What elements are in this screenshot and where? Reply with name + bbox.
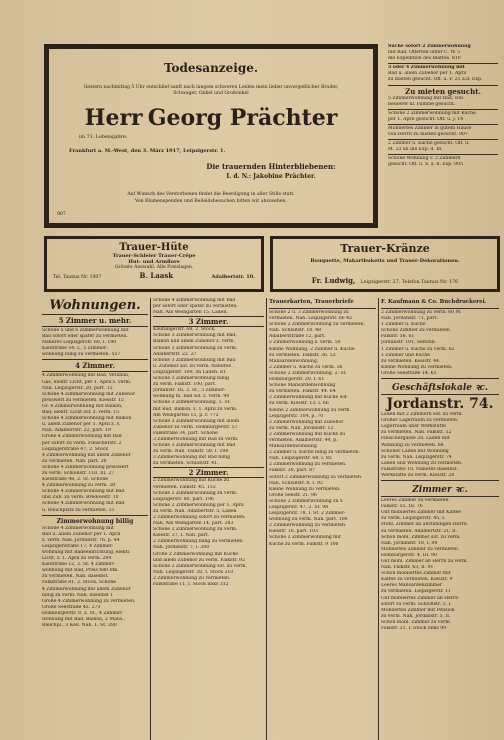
ad-line: Falkstraße 11, I. Stock links 312 bbox=[153, 582, 229, 588]
ad-line: vermieten. Falkstr. 45. 153 bbox=[153, 484, 216, 490]
ad-line: zu vermieten. Näh. daselbst. bbox=[42, 574, 109, 580]
ad-line: zu verm. Näh. Jordanstr. 5, II. bbox=[381, 613, 451, 619]
ad-line: Wohnung zu vermieten. 68 bbox=[381, 442, 444, 448]
ad-line: 2 Zimmerwohnung mit Küche zu bbox=[269, 431, 346, 437]
ad-line: Leipzigerstraße 17, 4 Zimmer- bbox=[42, 543, 114, 549]
ad-line: vermieten. Adalbertstr. 44, p. bbox=[269, 437, 338, 443]
ad-line: Laden mit 2 Zimmern sof. zu verm. bbox=[381, 412, 463, 418]
ad-line: Schöne 2 Zimmerwohnung sof. zu verm. bbox=[153, 563, 247, 569]
column-wohnungen bbox=[42, 298, 148, 738]
ad-line: zu mieten gesucht. Off. u. F. 21 a.d. Exp. bbox=[388, 77, 483, 83]
ad-line: M. 33 an die Exp. d. Bl. bbox=[388, 147, 443, 153]
ad-line: Bad u. allem Zubehör per 1. April bbox=[42, 531, 121, 537]
ad-line: Großer Lagerraum zu vermieten. bbox=[381, 418, 459, 424]
huete-bottom bbox=[53, 271, 255, 280]
kraenze-bottom bbox=[279, 268, 491, 287]
ad-line: Am Weingarten 15, p. r. 772 bbox=[153, 412, 219, 418]
age-text: im 71. Lebensjahre. bbox=[79, 135, 128, 140]
ad-line: Schöne Zimmer zu vermieten. bbox=[381, 328, 452, 334]
ad-line: Bad, elektr. Licht sof. z. verm. 15 bbox=[42, 410, 120, 416]
ad-line: Leipzigerstraße 47, 2. Stock bbox=[42, 446, 109, 452]
ad-line: zu vermieten. Adalbertstr. 21, II. bbox=[381, 528, 458, 534]
death-notice-intro: Gestern nachmittag 5 Uhr entschlief sanft nach langem schweren Leiden mein lieber unvergeßlicher Bruder, Schwager, Onkel und Großonkel bbox=[83, 85, 339, 96]
huete-line-1: Trauer-Schleier Trauer-Crêpe bbox=[112, 253, 196, 259]
ad-line: Große 4 Zimmerwohnung mit Bad bbox=[42, 434, 122, 440]
section-sub: 5 Zimmer u. mehr. bbox=[58, 316, 132, 325]
ad-line: Bad sofort oder später zu vermieten. bbox=[42, 334, 128, 340]
ad-line: Schöne 2 Zimmerwohnung zu verm. bbox=[153, 527, 238, 533]
ad-line: 2 Zimmerwohnung z. verm. 50 bbox=[269, 340, 341, 346]
ad-line: wohnung zu verm. Näh. part. 100 bbox=[269, 517, 348, 523]
ad-line: Schöne 3 Zimmerwohnung mit Bad bbox=[153, 443, 236, 449]
ad-line: Leeres Zimmer zu vermieten. bbox=[381, 498, 450, 504]
column-2 bbox=[153, 298, 264, 738]
ad-line: 3 Zimmer. bbox=[153, 316, 264, 327]
column-rule bbox=[266, 298, 267, 740]
ad-line: 2 Zimmerwohnung mit Küche zu bbox=[153, 478, 230, 484]
huete-line-2: Hut- und Armflore bbox=[128, 259, 180, 265]
ad-line: Leipzigerstr. 104, p. 70 bbox=[269, 413, 324, 419]
ad-line: Kaufungerstr. 68, 2. Stock, bbox=[153, 327, 216, 333]
ad-line: Große Seestraße 42. 273 bbox=[42, 604, 101, 610]
ad-line: Mansardenwohnung bbox=[269, 444, 317, 450]
ad-line: die Expedition des Blattes. 810 bbox=[388, 56, 461, 62]
ad-line: besserer kl. Familie gesucht. bbox=[388, 101, 456, 107]
ad-line: Kiesstraße 48, 2. St. Schöne bbox=[42, 477, 109, 483]
ad-line: Kleine Wohnung zu vermieten. bbox=[269, 486, 341, 492]
ad-line: Falkstraße 34, part. Schöne bbox=[153, 430, 218, 436]
ad-line: 1 Zimmer u. Küche bbox=[381, 322, 426, 328]
ad-line: Sofort 2 Zimmerwohnung zu vermieten. bbox=[269, 474, 363, 480]
ad-line: wohnung mit Bad, Preis 680 Mk. bbox=[42, 568, 119, 574]
name-prefix: Herr bbox=[84, 105, 143, 131]
ad-line: zu verm. Leipzigerstr. 45, I. bbox=[381, 516, 446, 522]
ad-line: Näh. Jordanstr. 71, part. bbox=[381, 316, 438, 322]
ad-line: Schöne 2 Zimmerwohnung per 1. April bbox=[153, 502, 244, 508]
ad-line: z. verm. Näh. Jordanstr. 76, p. 44 bbox=[42, 537, 120, 543]
mourners-title: Die trauernden Hinterbliebenen: bbox=[206, 162, 336, 171]
ad-line: Näh. Jordanstr. 7, I. 300 bbox=[153, 545, 210, 551]
ad-line: 3 Zimmerwohnung mit Bad zu verm. bbox=[153, 436, 239, 442]
ad-line: 2 Zimmerwohnung zu vermieten. bbox=[269, 462, 347, 468]
ad-line: Mansardenwohnung, bbox=[269, 358, 319, 364]
ad-line: Laden und Wohnung zu vermieten. bbox=[381, 460, 463, 466]
ad-line: Näh. Am Weingarten 15, Laden. bbox=[153, 310, 228, 316]
ad-line: Kiesstraße 54. I., 5 Zimmer- bbox=[42, 346, 108, 352]
ad-line: 5 Zimmerwohnung mit Bad, von bbox=[388, 95, 464, 101]
ad-line: 2 Zimmerwohnung zu vermieten. bbox=[153, 575, 231, 581]
ad-line: Näh. Falkstr. 63, II. 91 bbox=[381, 565, 434, 571]
deceased-name bbox=[59, 105, 363, 131]
trauer-huete-ad bbox=[44, 236, 264, 292]
ad-line: 2 Zimmerwohnung mit Küche sof. bbox=[269, 395, 348, 401]
ad-line: Leipzigerstr. 47, 2. St. 98 bbox=[269, 505, 329, 510]
ad-line: Näh. Am Weingarten 14, part. 283 bbox=[153, 521, 234, 527]
ad-line: zu verm. Kiesstr. 13, I. 66 bbox=[269, 401, 329, 407]
ad-line: billig zu verm. Näh. daselbst 1 bbox=[42, 592, 114, 598]
zimmer-title: Zimmer ꝛc. bbox=[412, 485, 468, 496]
ad-line: Kiesstraße 12, 2. St. 4 Zimmer- bbox=[42, 562, 116, 568]
ad-line: Kleine Wohnung, 2 Zimmer u. Küche bbox=[269, 346, 355, 352]
ad-line: Homburgerstr. 9, 2. St., 4 Zimmer- bbox=[42, 610, 124, 616]
ad-line: sofort zu verm. Schloßstr. 3, I. bbox=[381, 601, 452, 607]
ad-line: 2 Zimmerwohnung billig zu vermieten. bbox=[153, 539, 244, 545]
ad-line: Küche zu verm. Falkstr. 9 106 bbox=[269, 541, 339, 547]
ad-line: Balkon und allem Zubehör z. verm. bbox=[153, 339, 235, 345]
mourners-name: I. d. N.: Jakobine Prächter. bbox=[226, 173, 316, 180]
ad-line: Licht, z. 1. April zu verm. 284 bbox=[42, 556, 112, 562]
ad-line: Schöne 3 Zimmerwohnung mit Bad, bbox=[153, 333, 237, 339]
ad-line: Schöne 3 Zimmerwohnung, 1. St. bbox=[153, 400, 231, 406]
ad-line: u. Bleichplatz zu vermieten. 31 bbox=[42, 507, 115, 513]
ad-line: Näh. Schloßstr. 10. 48 bbox=[269, 328, 322, 334]
ad-line: Kleine Wohnung zu vermieten. bbox=[381, 364, 453, 370]
ad-heading: Zu mieten gesucht. bbox=[405, 86, 481, 96]
ad-line: und Zub. zu verm. Bredowstr. 10 bbox=[42, 495, 119, 501]
ad-line: Schön möbl. Zimmer sof. zu verm. bbox=[381, 534, 461, 540]
huete-title: Trauer-Hüte bbox=[119, 242, 189, 253]
ad-line: Homburgerstr. 20, I. 61 bbox=[269, 377, 325, 383]
ad-line: Näheres Leipzigerstr. 66, I. 190 bbox=[42, 340, 117, 346]
ad-line: zu verm. Näh. Jordanstr. 12 bbox=[269, 425, 334, 431]
ad-line: Näh. Schloßstr. 8, I. 92 bbox=[269, 480, 323, 486]
ad-line: Schöne 5 und 6 Zimmerwohnung mit bbox=[42, 328, 129, 333]
ad-line: 2 Zimmerwohnung zu verm. 60 M. bbox=[381, 310, 462, 315]
ad-line: Schön möbliertes Zimmer mit bbox=[381, 571, 451, 577]
kraenze-address: Leipzigerstr. 27, Telefon Taunus Nr. 176 bbox=[360, 280, 459, 285]
ad-line: Gr. 4 Zimmerwohnung mit Balkon, bbox=[42, 403, 123, 409]
ad-line: Näh. Jordanstr. 18, I. 88 bbox=[381, 540, 438, 546]
notice-code: 907 bbox=[57, 212, 66, 217]
ad-line: Große 2 Zimmerwohnung mit Küche bbox=[153, 551, 239, 557]
name-text: Georg Prächter bbox=[147, 105, 338, 131]
ad-line: Falkstr. 55, III. 76 bbox=[381, 504, 423, 510]
ad-line: Gas, elektr. Licht, per 1. April z. verm. bbox=[42, 379, 132, 385]
ad-line: Fleischergasse 28, Laden mit bbox=[381, 436, 450, 442]
ad-line: Bleichpl., 3 Kell. Näh. 1. St. 280 bbox=[42, 623, 117, 629]
section-title: Wohnungen. bbox=[49, 298, 141, 313]
ad-line: Falkstraße 18, Näheres daselbst. bbox=[381, 466, 459, 472]
ad-line: Falkstr. 58. 61 bbox=[381, 334, 415, 340]
kraenze-firm: Fr. Ludwig, bbox=[311, 276, 356, 285]
kraenze-line-1: Bouquette, Makartbuketts und Trauer-Dekorationen. bbox=[310, 258, 460, 264]
ad-line: Möbliertes Zimmer zu vermieten. bbox=[381, 546, 460, 552]
ad-line: Näh. Leipzigerstr. 20, I. Stock 310 bbox=[153, 569, 234, 575]
ad-line: zu vermieten. Falkstr. 36. 52 bbox=[269, 352, 336, 358]
huete-address: Adalbertstr. 10. bbox=[211, 274, 255, 280]
ad-line: zu vermieten. Schloßstr. 41. bbox=[153, 461, 219, 467]
ad-line: Schön möbl. Zimmer zu verm. bbox=[381, 619, 452, 625]
ad-line: Schöne 4 Zimmerwohnung preiswert bbox=[42, 464, 129, 470]
ad-line: 4 Zimmerwohnung mit allem Zubehör bbox=[42, 586, 131, 592]
ad-line: 4 Zimmerwohnung mit allem Zubehör bbox=[42, 452, 131, 458]
ad-line: Adalbertstraße 12, part. bbox=[269, 334, 326, 340]
ad-line: per sofort oder später zu vermieten. bbox=[153, 304, 238, 310]
ad-line: Schöne 2 Zimmerwohnung, 2. St. bbox=[269, 370, 347, 376]
ad-line: zu vermieten. Leipzigerstr. 11 bbox=[381, 589, 451, 595]
column-4 bbox=[381, 298, 499, 738]
ad-line: Schöne 4 Zimmerwohnung mit Bad bbox=[153, 298, 236, 303]
ad-line: Schöne Mansardenwohnung bbox=[269, 383, 336, 389]
ad-line: zu verm. Falkstr. 100, part. bbox=[153, 382, 217, 388]
ad-line: Kiesstr. 37, I. Näh. part. bbox=[153, 533, 210, 539]
geschaeft-title: Geschäftslokale ꝛc. bbox=[391, 383, 489, 394]
ad-line: Schöner Laden mit Wohnung bbox=[381, 448, 449, 454]
ad-line: Möbliertes Zimmer in gutem Hause bbox=[388, 125, 472, 131]
ad-line: Näh. Leipzigerstr. 64, I. 85 bbox=[269, 456, 332, 462]
ad-line: Adalbertstr. 22. 27 bbox=[153, 351, 197, 357]
ad-line: u. allem Zubehör per 1. April z. v. bbox=[42, 422, 121, 428]
ad-line: Bad u. allem Zubehör per 1. April bbox=[388, 71, 467, 77]
column-rule bbox=[150, 298, 151, 740]
ad-line: Leeres Mansardenzimmer bbox=[381, 583, 443, 589]
ad-line: 2 Zimmerwohnung zu vermieten. bbox=[269, 523, 347, 529]
ad-line: wohnung billig zu vermieten. 557 bbox=[42, 352, 121, 358]
right-top-ads bbox=[388, 44, 498, 254]
ad-line: zu vermieten. Falkstr. 44. 64 bbox=[269, 389, 336, 395]
ad-line: Homburgerstr. 4, III. 90 bbox=[381, 552, 437, 558]
ad-line: Schöne 4 Zimmerwohnung mit Bad bbox=[42, 501, 125, 507]
ad-line: Schöne 4 Zimmerwohnung mit Zubehör bbox=[42, 391, 136, 397]
trauer-kraenze-ad bbox=[270, 236, 500, 292]
ad-line: Schöne 3 Zimmerwohnung zu verm. bbox=[153, 345, 238, 351]
ad-line: Schöne 2 Zimmerwohnung zu v. bbox=[269, 498, 344, 504]
ad-line: Große Seestraße 14. 65 bbox=[381, 370, 437, 376]
ad-line: Falkstr. 30, part. 87 bbox=[269, 468, 315, 474]
ad-line: Schöne 4 Zimmerwohnung mit Bad bbox=[42, 489, 125, 495]
ad-line: 2 Zimmerwohnung mit Zubehör bbox=[269, 419, 344, 425]
ad-line: Möbl. Zimmer an anständigen Herrn bbox=[381, 522, 467, 528]
ad-line: Schöne 4 Zimmerwohnung mit Balkon bbox=[42, 416, 132, 422]
ad-line: zu vermieten. Näh. Falkstr. 12 bbox=[381, 430, 452, 436]
ad-line: Große 4 Zimmerwohnung zu vermieten. bbox=[42, 598, 136, 604]
ad-line: zu verm. Näh. Leipzigerstr. 74 bbox=[381, 454, 452, 460]
ad-line: Große Seestr. 21. 96 bbox=[269, 492, 317, 498]
ad-line: 3 oder 4 Zimmerwohnung mit bbox=[388, 65, 465, 71]
ad-line: Gut möbliertes Zimmer mit Kaffee bbox=[381, 510, 461, 516]
column-3 bbox=[269, 298, 376, 738]
ad-line: 2 Zimmer. bbox=[153, 467, 264, 478]
ad-line: Schöne 2 Zimmerwohnung zu vermieten. bbox=[269, 322, 366, 328]
column-header: Trauerkarten, Trauerbriefe bbox=[269, 299, 354, 305]
ad-line: wohnung m. Bad sof. z. verm. 90 bbox=[153, 394, 230, 400]
ad-line: Schöne 2 Zimmerwohnung mit Küche bbox=[388, 110, 476, 116]
note-2: Von Blumenspenden und Beileidsbesuchen bitten wir abzusehen. bbox=[135, 199, 287, 204]
ad-line: Schöne 3 Zimmerwohnung billig bbox=[153, 376, 229, 382]
ad-line: Schöne 2 Zimmerwohnung zu verm. bbox=[153, 490, 238, 496]
ad-line: Leipzigerstr. 78, I. St. 2 Zimmer- bbox=[269, 511, 346, 517]
ad-line: Gut möbliertes Zimmer an Herrn bbox=[381, 595, 459, 601]
ad-line: von Herrn zu mieten gesucht. 907 bbox=[388, 132, 468, 138]
ad-line: 2 Zimmer u. Küche gesucht, Off. u. bbox=[388, 141, 470, 147]
ad-line: 2 Zimmer u. Küche billig zu vermieten. bbox=[269, 450, 361, 456]
ad-line: Schöne 4 Zimmerwohnung mit bbox=[42, 525, 114, 531]
death-notice-title: Todesanzeige. bbox=[163, 61, 259, 75]
huete-phone: Tel. Taunus Nr. 1907 bbox=[53, 275, 102, 280]
ad-line: preiswert zu vermieten. Kiesstr. 15 bbox=[42, 397, 124, 403]
ad-line: Gut möbl. Zimmer an Herrn zu verm. bbox=[381, 559, 468, 564]
ad-line: zu verm. Schloßstr. 110, III. 27 bbox=[42, 470, 115, 476]
death-notice bbox=[44, 44, 378, 228]
huete-firm: B. Laask bbox=[139, 271, 174, 280]
ad-line: und allem Zubehör zu verm. Falkstr. 92 bbox=[153, 557, 245, 563]
section-sub: Zimmerwohnung billig bbox=[56, 517, 134, 525]
ad-line: Schöne 3 Zimmerwohnung mit Bad bbox=[153, 357, 236, 363]
ad-line: per sofort zu verm. Fleischerstr. 2 bbox=[42, 440, 122, 446]
ad-line: wohnung mit Bad, Balkon, 2 Mans., bbox=[42, 617, 126, 623]
ad-line: Schöne 2 u. 3 Zimmerwohnung zu bbox=[269, 310, 349, 315]
ad-line: Leipzigerstr. 109, im Laden. 81 bbox=[153, 369, 226, 375]
ad-line: Zubehör zu verm. Homburgerstr. 57 bbox=[153, 424, 238, 430]
ad-line: Lagerraum über Werkstätte bbox=[381, 424, 447, 430]
ad-line: mit Bad. Offerten unter C. W. 5 bbox=[388, 50, 461, 56]
ad-line: vermieten. Näh. Leipzigerstr. 66 42 bbox=[269, 316, 353, 322]
ad-line: 2 Zimmer u. Küche zu verm. 56 bbox=[269, 364, 343, 370]
ad-line: Näh. Leipzigerstr. 20, part. 12 bbox=[42, 385, 113, 391]
ad-line: Werkstätte zu verm. Kiesstr. 28 bbox=[381, 472, 455, 478]
ad-line: Jordanstr. 101, Seitenb. bbox=[381, 340, 437, 346]
ad-line: 1 Zimmer und Küche bbox=[381, 352, 430, 358]
ad-line: u. Zubehör sof. zu verm. Näheres bbox=[153, 363, 231, 369]
column-header: F. Kaufmann & Co. Buchdruckerei. bbox=[381, 299, 487, 305]
ad-line: Suche sofort 2 Zimmerwohnung bbox=[388, 44, 471, 49]
section-sub: 4 Zimmer. bbox=[75, 361, 115, 371]
ad-line: wohnung mit Badeeinrichtung, elektr. bbox=[42, 550, 131, 555]
ad-line: Näh. Adalbertstr. 22, part. 19 bbox=[42, 428, 111, 434]
huete-line-3: Grösste Auswahl. Alle Preislagen. bbox=[114, 265, 194, 270]
ad-line: 3 Zimmerwohnung mit Bad billig bbox=[153, 455, 231, 461]
ad-line: Schöne 3 Zimmerwohnung mit allem bbox=[153, 418, 240, 424]
ad-line: mit Bad, Balkon, z. 1. April zu verm. bbox=[153, 406, 238, 412]
ad-line: 4 Zimmerwohnung zu verm. 28 bbox=[42, 483, 116, 489]
ad-line: Kaffee zu vermieten. Kiesstr. 9 bbox=[381, 577, 453, 583]
column-rule bbox=[378, 298, 379, 740]
jordan-heading: Jordanstr. 74. bbox=[386, 396, 494, 413]
city-date: Frankfurt a. M.-West, den 3. März 1917, Leipzigerstr. 1. bbox=[69, 148, 226, 154]
ad-line: zu vermieten. Kiesstr. 44. bbox=[381, 358, 441, 364]
ad-line: Jordanstr. 16, 3. St., 3 Zimmer- bbox=[153, 388, 226, 394]
note-1: Auf Wunsch des Verstorbenen findet die Beerdigung in aller Stille statt. bbox=[127, 192, 295, 197]
ad-line: zu verm. Näh. Falkstr. 58, I. 104 bbox=[153, 449, 229, 455]
ad-line: Kleine 2 Zimmerwohnung zu verm. bbox=[269, 407, 351, 413]
ad-line: Kiesstr. 16, part. 103 bbox=[269, 529, 318, 535]
ad-line: Schöne 2 Zimmerwohnung mit bbox=[269, 535, 341, 541]
ad-line: Möbliertes Zimmer mit Pension bbox=[381, 607, 455, 613]
ad-line: Falkstraße 81, 2. Stock, Schöne bbox=[42, 580, 117, 586]
ad-line: 2 Zimmerwohnung sofort zu vermieten. bbox=[153, 515, 246, 520]
ad-line: Leipzigerstr. 80, part. 196 bbox=[153, 496, 214, 502]
ad-line: zu verm. Näh. Adalbertstr. 5, Laden bbox=[153, 508, 237, 514]
ad-line: 4 Zimmerwohnung mit Bad, Veranda, bbox=[42, 373, 130, 379]
ad-line: Schöne Wohnung v. 3 Zimmern bbox=[388, 156, 461, 162]
ad-line: 1 Zimmer u. Küche zu verm. 62 bbox=[381, 346, 455, 352]
ad-line: gesucht. Off. u. S. a. d. Exp. 905 bbox=[388, 162, 463, 168]
ad-line: Falkstr. 31, I. Stock links 99 bbox=[381, 626, 447, 632]
ad-line: per 1. April gesucht. Off. u. J. 14 bbox=[388, 116, 464, 122]
ad-line: zu vermieten. Näh. part. 26 bbox=[42, 458, 107, 464]
kraenze-title: Trauer-Kränze bbox=[340, 242, 430, 255]
